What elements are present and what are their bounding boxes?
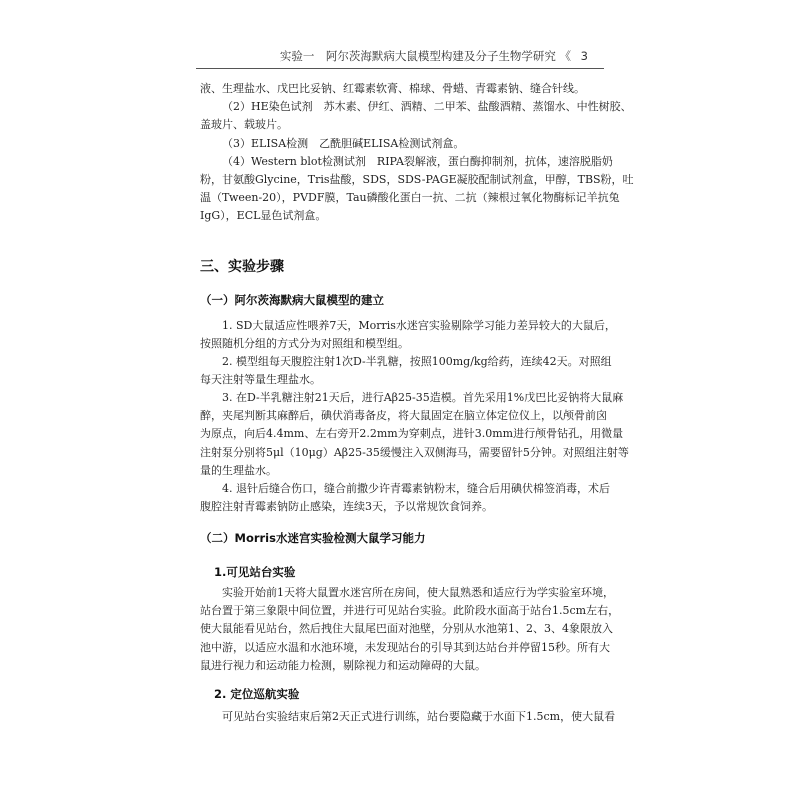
materials-line: （2）HE染色试剂 苏木素、伊红、酒精、二甲苯、盐酸酒精、蒸馏水、中性树胶、 bbox=[222, 100, 632, 114]
header-rule bbox=[196, 68, 604, 69]
paragraph-line: 为原点，向后4.4mm、左右旁开2.2mm为穿刺点，进针3.0mm进行颅骨钻孔，用微量 bbox=[200, 427, 624, 441]
item-heading: 1.可见站台实验 bbox=[214, 565, 296, 579]
paragraph-line: 使大鼠能看见站台，然后拽住大鼠尾巴面对池壁，分别从水池第1、2、3、4象限放入 bbox=[200, 622, 613, 636]
header-marker: 《 bbox=[559, 49, 572, 63]
materials-line: 盖玻片、载玻片。 bbox=[200, 118, 288, 132]
paragraph-line: 鼠进行视力和运动能力检测，剔除视力和运动障碍的大鼠。 bbox=[200, 658, 486, 672]
sub1-paragraph-4 bbox=[200, 480, 610, 516]
paragraph-line: 实验开始前1天将大鼠置水迷宫所在房间，使大鼠熟悉和适应行为学实验室环境， bbox=[222, 586, 614, 599]
paragraph-line: 1. SD大鼠适应性喂养7天，Morris水迷宫实验剔除学习能力差异较大的大鼠后， bbox=[222, 319, 616, 332]
subsection-heading: （一）阿尔茨海默病大鼠模型的建立 bbox=[200, 293, 384, 307]
materials-line: 液、生理盐水、戊巴比妥钠、红霉素软膏、棉球、骨蜡、青霉素钠、缝合针线。 bbox=[200, 82, 585, 95]
item2-paragraph bbox=[200, 708, 616, 726]
paragraph-line: 按照随机分组的方式分为对照组和模型组。 bbox=[200, 337, 409, 351]
materials-line: IgG），ECL显色试剂盒。 bbox=[200, 209, 327, 223]
paragraph-line: 站台置于第三象限中间位置，并进行可见站台实验。此阶段水面高于站台1.5cm左右， bbox=[200, 604, 620, 618]
item1-paragraph bbox=[200, 584, 620, 675]
page-number: 3 bbox=[580, 49, 588, 63]
paragraph-line: 量的生理盐水。 bbox=[200, 463, 277, 477]
paragraph-line: 每天注射等量生理盐水。 bbox=[200, 373, 321, 387]
subsection-heading: （二）Morris水迷宫实验检测大鼠学习能力 bbox=[200, 531, 426, 545]
running-title: 实验一 阿尔茨海默病大鼠模型构建及分子生物学研究 bbox=[279, 49, 556, 63]
paragraph-line: 醉，夹尾判断其麻醉后，碘伏消毒备皮，将大鼠固定在脑立体定位仪上，以颅骨前囟 bbox=[200, 409, 607, 423]
materials-line: 温（Tween-20），PVDF膜，Tau磷酸化蛋白一抗、二抗（辣根过氧化物酶标记羊抗兔 bbox=[200, 191, 620, 205]
paragraph-line: 3. 在D-半乳糖注射21天后，进行Aβ25-35造模。首先采用1%戊巴比妥钠将大鼠麻 bbox=[222, 391, 624, 404]
item-heading: 2. 定位巡航实验 bbox=[214, 687, 300, 701]
paragraph-line: 池中游，以适应水温和水池环境，未发现站台的引导其到达站台并停留15秒。所有大 bbox=[200, 640, 610, 654]
paragraph-line: 腹腔注射青霉素钠防止感染，连续3天，予以常规饮食饲养。 bbox=[200, 500, 493, 514]
section-heading: 三、实验步骤 bbox=[200, 259, 284, 275]
paragraph-line: 2. 模型组每天腹腔注射1次D-半乳糖，按照100mg/kg给药，连续42天。对照组 bbox=[222, 355, 612, 368]
sub1-paragraph-1 bbox=[200, 317, 616, 353]
running-header bbox=[280, 48, 588, 64]
sub1-paragraph-3 bbox=[200, 389, 629, 480]
materials-block bbox=[200, 80, 634, 226]
materials-line: 粉，甘氨酸Glycine，Tris盐酸，SDS，SDS-PAGE凝胶配制试剂盒，甲醇，TBS粉，吐 bbox=[200, 173, 634, 187]
paragraph-line: 可见站台实验结束后第2天正式进行训练，站台要隐藏于水面下1.5cm，使大鼠看 bbox=[222, 710, 616, 723]
paragraph-line: 注射泵分别将5μl（10μg）Aβ25-35缓慢注入双侧海马，需要留针5分钟。对照组注射等 bbox=[200, 445, 629, 459]
materials-line: （3）ELISA检测 乙酰胆碱ELISA检测试剂盒。 bbox=[222, 136, 465, 150]
paragraph-line: 4. 退针后缝合伤口，缝合前撒少许青霉素钠粉末，缝合后用碘伏棉签消毒，术后 bbox=[222, 482, 610, 495]
sub1-paragraph-2 bbox=[200, 353, 612, 389]
materials-line: （4）Western blot检测试剂 RIPA裂解液，蛋白酶抑制剂，抗体，速溶脱脂奶 bbox=[222, 154, 613, 168]
